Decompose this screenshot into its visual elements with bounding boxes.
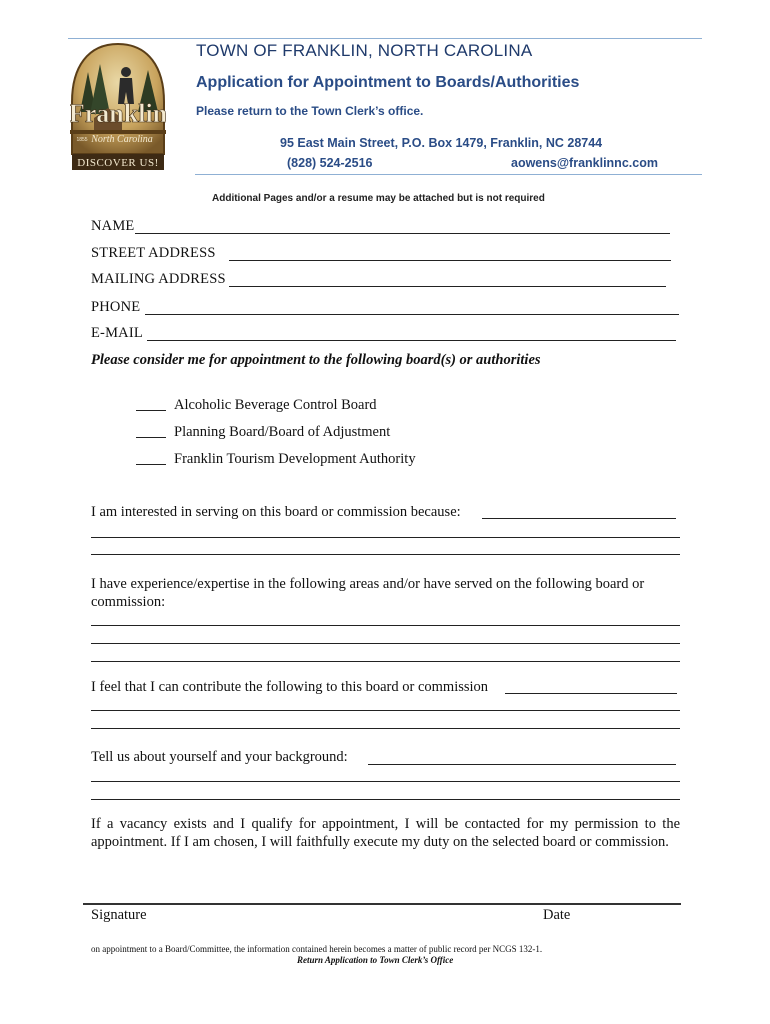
office-address: 95 East Main Street, P.O. Box 1479, Franklin, NC 28744 <box>280 136 603 150</box>
contribute-question: I feel that I can contribute the following to this board or commission <box>91 679 489 695</box>
mailing-address-label: MAILING ADDRESS <box>91 271 226 287</box>
additional-pages-note: Additional Pages and/or a resume may be attached but is not required <box>212 193 545 204</box>
board-label-planning: Planning Board/Board of Adjustment <box>174 424 391 440</box>
board-selection-heading: Please consider me for appointment to the following board(s) or authorities <box>91 352 541 368</box>
street-address-field[interactable] <box>229 260 671 261</box>
board-label-tourism: Franklin Tourism Development Authority <box>174 451 416 467</box>
date-label: Date <box>543 907 571 923</box>
town-title: TOWN OF FRANKLIN, NORTH CAROLINA <box>196 41 533 60</box>
franklin-logo <box>70 42 166 172</box>
public-record-note: on appointment to a Board/Committee, the information contained herein becomes a matter of public record per NCGS 132-1. <box>91 944 543 954</box>
office-email: aowens@franklinnc.com <box>511 156 658 170</box>
interested-answer-line[interactable] <box>91 537 680 538</box>
contribute-answer-line[interactable] <box>505 693 677 694</box>
header-bottom-rule <box>195 174 702 175</box>
contribute-answer-line[interactable] <box>91 728 680 729</box>
board-checkbox-abc[interactable] <box>136 410 166 411</box>
experience-question: I have experience/expertise in the following areas and/or have served on the following board or <box>91 576 645 592</box>
logo-name: Franklin <box>70 99 166 128</box>
return-note: Please return to the Town Clerk’s office. <box>196 104 424 118</box>
mailing-address-field[interactable] <box>229 286 666 287</box>
logo-tagline: DISCOVER US! <box>77 157 159 169</box>
phone-field[interactable] <box>145 314 679 315</box>
email-field[interactable] <box>147 340 676 341</box>
experience-answer-line[interactable] <box>91 643 680 644</box>
interested-answer-line[interactable] <box>91 554 680 555</box>
interested-answer-line[interactable] <box>482 518 676 519</box>
board-checkbox-planning[interactable] <box>136 437 166 438</box>
logo-year: 1855 <box>76 137 88 143</box>
contribute-answer-line[interactable] <box>91 710 680 711</box>
signature-line[interactable] <box>83 903 681 905</box>
background-answer-line[interactable] <box>91 799 680 800</box>
experience-question-cont: commission: <box>91 594 166 610</box>
name-label: NAME <box>91 218 135 234</box>
background-answer-line[interactable] <box>368 764 676 765</box>
experience-answer-line[interactable] <box>91 625 680 626</box>
logo-subtitle: North Carolina <box>91 134 153 145</box>
background-question: Tell us about yourself and your background: <box>91 749 348 765</box>
office-phone: (828) 524-2516 <box>287 156 373 170</box>
return-instruction: Return Application to Town Clerk’s Office <box>297 955 454 965</box>
interested-question: I am interested in serving on this board or commission because: <box>91 504 461 520</box>
experience-answer-line[interactable] <box>91 661 680 662</box>
logo-seal-icon <box>70 42 166 172</box>
name-field[interactable] <box>135 233 670 234</box>
background-answer-line[interactable] <box>91 781 680 782</box>
phone-label: PHONE <box>91 299 141 315</box>
street-address-label: STREET ADDRESS <box>91 245 216 261</box>
board-checkbox-tourism[interactable] <box>136 464 166 465</box>
form-title: Application for Appointment to Boards/Authorities <box>196 74 580 91</box>
header-top-rule <box>68 38 702 39</box>
email-label: E-MAIL <box>91 325 143 341</box>
signature-label: Signature <box>91 907 147 923</box>
board-label-abc: Alcoholic Beverage Control Board <box>174 397 377 413</box>
vacancy-statement: If a vacancy exists and I qualify for appointment, I will be contacted for my permission to the appointment. If I am chosen, I will faithfully execute my duty on the selected board or commission. <box>91 816 680 850</box>
